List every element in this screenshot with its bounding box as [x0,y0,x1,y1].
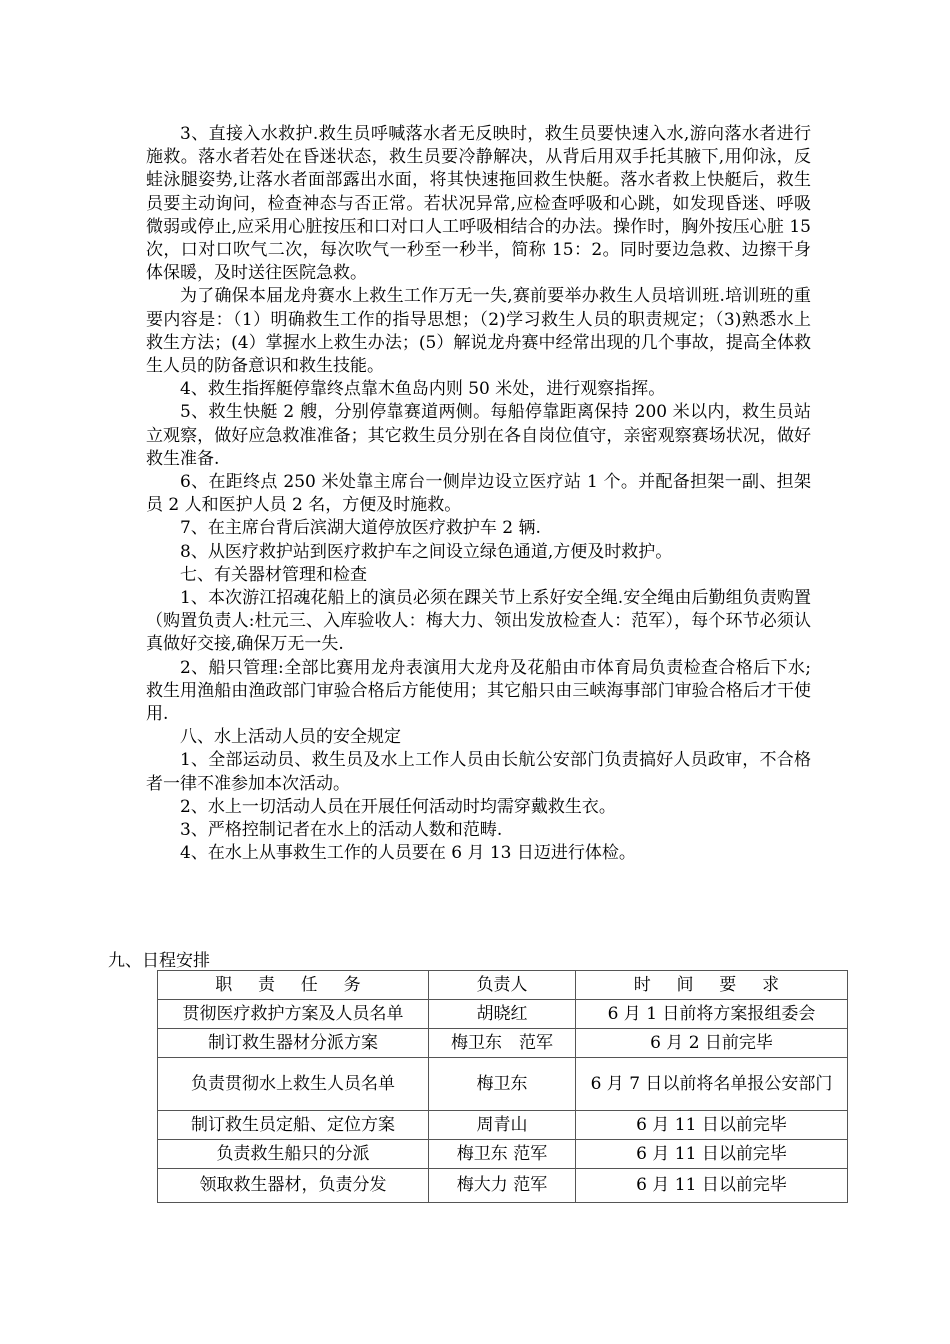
owner-cell: 周青山 [429,1111,576,1140]
paragraph-boat-management: 2、船只管理:全部比赛用龙舟表演用大龙舟及花船由市体育局负责检查合格后下水;救生用渔船由渔政部门审验合格后方能使用；其它船只由三峡海事部门审验合格后才干使用. [146,657,811,725]
task-cell: 负责救生船只的分派 [158,1140,429,1169]
paragraph-personnel-review: 1、全部运动员、救生员及水上工作人员由长航公安部门负责搞好人员政审，不合格者一律不准参加本次活动。 [146,750,811,794]
task-cell: 领取救生器材，负责分发 [158,1169,429,1203]
task-cell: 制订救生员定船、定位方案 [158,1111,429,1140]
table-row [158,1169,848,1203]
deadline-cell: 6 月 11 日以前完毕 [576,1140,848,1169]
document-body [146,123,811,866]
task-cell: 负责贯彻水上救生人员名单 [158,1058,429,1111]
table-row [158,1111,848,1140]
paragraph-rescue-boats: 5、救生快艇 2 艘，分别停靠赛道两侧。每船停靠距离保持 200 米以内，救生员站立观察，做好应急救准准备；其它救生员分别在各自岗位值守，亲密观察赛场状况，做好救生准备. [146,402,811,469]
column-header-task: 职 责 任 务 [158,971,429,1000]
heading-section-nine: 九、日程安排 [108,951,210,971]
paragraph-life-jacket: 2、水上一切活动人员在开展任何活动时均需穿戴救生衣。 [180,796,616,817]
schedule-table [157,970,848,1203]
paragraph-ambulance: 7、在主席台背后滨湖大道停放医疗救护车 2 辆. [180,518,541,539]
paragraph-command-boat: 4、救生指挥艇停靠终点靠木鱼岛内则 50 米处，进行观察指挥。 [180,379,666,400]
deadline-cell: 6 月 1 日前将方案报组委会 [576,1000,848,1029]
table-row [158,1058,848,1111]
deadline-cell: 6 月 11 日以前完毕 [576,1169,848,1203]
paragraph-training: 为了确保本届龙舟赛水上救生工作万无一失,赛前要举办救生人员培训班.培训班的重要内容是：（1）明确救生工作的指导思想；（2)学习救生人员的职责规定；（3)熟悉水上救生方法；(4）掌握水上救生办法；(5）解说龙舟赛中经常出现的几个事故，提高全体救生人员的防备意识和救生技能。 [146,286,811,377]
deadline-cell: 6 月 7 日以前将名单报公安部门 [576,1058,848,1111]
owner-cell: 梅卫东 [429,1058,576,1111]
column-header-deadline: 时 间 要 求 [576,971,848,1000]
owner-cell: 梅卫东 范军 [429,1140,576,1169]
owner-cell: 梅大力 范军 [429,1169,576,1203]
owner-cell: 梅卫东 范军 [429,1029,576,1058]
paragraph-medical-station: 6、在距终点 250 米处靠主席台一侧岸边设立医疗站 1 个。并配备担架一副、担架员 2 人和医护人员 2 名，方便及时施救。 [146,472,811,516]
deadline-cell: 6 月 11 日以前完毕 [576,1111,848,1140]
paragraph-green-channel: 8、从医疗救护站到医疗救护车之间设立绿色通道,方便及时救护。 [180,541,673,562]
table-row [158,1000,848,1029]
task-cell: 贯彻医疗救护方案及人员名单 [158,1000,429,1029]
deadline-cell: 6 月 2 日前完毕 [576,1029,848,1058]
column-header-owner: 负责人 [429,971,576,1000]
paragraph-rescue-entry: 3、直接入水救护.救生员呼喊落水者无反映时，救生员要快速入水,游向落水者进行施救。落水者若处在昏迷状态，救生员要冷静解决，从背后用双手托其腋下,用仰泳，反蛙泳腿姿势,让落水者面部露出水面，将其快速拖回救生快艇。落水者救上快艇后，救生员要主动询问，检查神态与否正常。若状况异常,应检查呼吸和心跳，如发现昏迷、呼吸微弱或停止,应采用心脏按压和口对口人工呼吸相结合的办法。操作时，胸外按压心脏 15 次，口对口吹气二次，每次吹气一秒至一秒半，简称 15：2。同时要边急救、边擦干身体保暖，及时送往医院急救。 [146,124,811,284]
task-cell: 制订救生器材分派方案 [158,1029,429,1058]
table-row [158,1029,848,1058]
paragraph-health-check: 4、在水上从事救生工作的人员要在 6 月 13 日迈进行体检。 [180,843,636,864]
table-row [158,1140,848,1169]
table-header-row [158,971,848,1000]
heading-section-eight: 八、水上活动人员的安全规定 [180,727,401,748]
paragraph-safety-rope: 1、本次游江招魂花船上的演员必须在踝关节上系好安全绳.安全绳由后勤组负责购置（购置负责人:杜元三、入库验收人：梅大力、领出发放检查人：范军），每个环节必须认真做好交接,确保万无一失. [146,588,811,655]
owner-cell: 胡晓红 [429,1000,576,1029]
paragraph-reporters: 3、严格控制记者在水上的活动人数和范畴. [180,820,503,841]
heading-section-seven: 七、有关器材管理和检查 [180,564,367,585]
